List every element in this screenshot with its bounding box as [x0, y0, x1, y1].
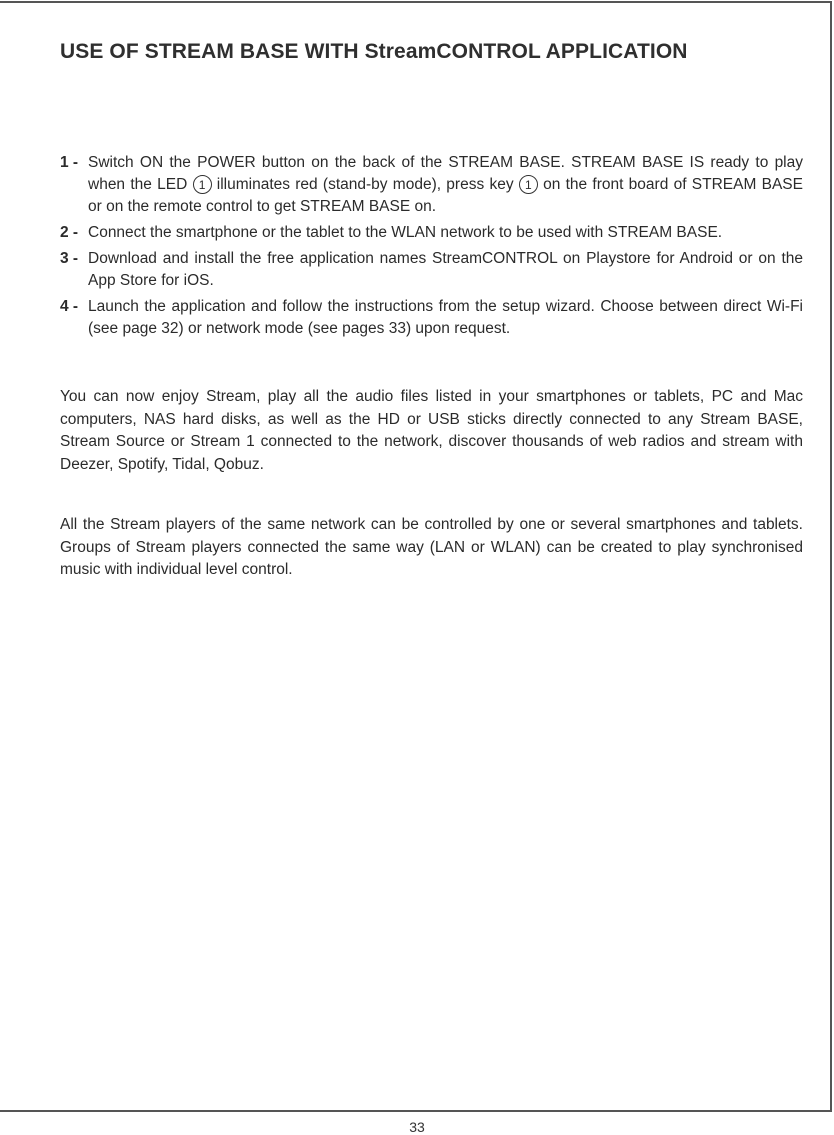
step-number: 2 - [60, 224, 79, 241]
page-number: 33 [409, 1119, 425, 1135]
step-text: Switch ON the POWER button on the back of the STREAM BASE. STREAM BASE IS ready to play when the LED [88, 154, 803, 193]
step-number: 3 - [60, 250, 79, 267]
page-title: USE OF STREAM BASE WITH StreamCONTROL APPLICATION [60, 40, 688, 63]
led-indicator-icon: 1 [193, 175, 212, 194]
step-text: on the front board of STREAM BASE or on the remote control to get STREAM BASE on. [88, 176, 803, 215]
step-2 [60, 222, 803, 244]
step-number: 1 - [60, 154, 79, 171]
step-text: Launch the application and follow the instructions from the setup wizard. Choose between direct Wi-Fi (see page 32) or network mode (see pages 33) upon request. [88, 298, 803, 337]
paragraph-stream-players: All the Stream players of the same network can be controlled by one or several smartphones and tablets. Groups of Stream players connected the same way (LAN or WLAN) can be created to play synchronised music with individual level control. [60, 516, 803, 578]
step-1 [60, 152, 803, 218]
step-4 [60, 296, 803, 340]
step-text: illuminates red (stand-by mode), press key [211, 176, 519, 193]
steps-list [60, 152, 803, 344]
step-text: Download and install the free application names StreamCONTROL on Playstore for Android or on the App Store for iOS. [88, 250, 803, 289]
power-key-icon: 1 [519, 175, 538, 194]
step-number: 4 - [60, 298, 79, 315]
step-text: Connect the smartphone or the tablet to the WLAN network to be used with STREAM BASE. [88, 224, 723, 241]
paragraph-enjoy-stream: You can now enjoy Stream, play all the audio files listed in your smartphones or tablets, PC and Mac computers, NAS hard disks, as well as the HD or USB sticks directly connected to any Stream BASE, Stream Source or Stream 1 connected to the network, discover thousands of web radios and stream with Deezer, Spotify, Tidal, Qobuz. [60, 388, 803, 473]
step-3 [60, 248, 803, 292]
